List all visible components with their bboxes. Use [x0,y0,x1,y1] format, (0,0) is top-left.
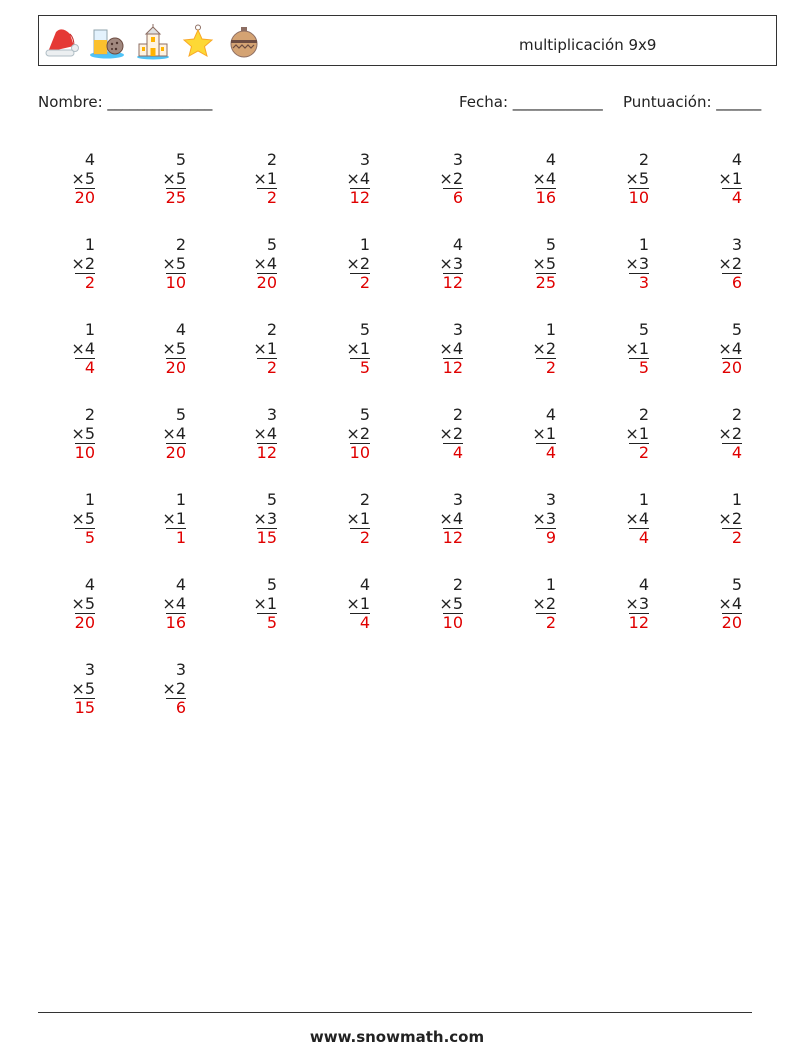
problem-answer: 10 [349,443,370,462]
problem-multiplicand: 4 [638,575,649,594]
problem-item [136,150,186,212]
problem-answer: 5 [638,358,649,377]
problem-item [45,320,95,382]
problem-answer: 2 [266,358,277,377]
problem-answer: 2 [545,358,556,377]
problem-multiplicand: 1 [84,320,95,339]
problem-multiplier: ×5 [71,594,95,613]
problem-multiplicand: 4 [359,575,370,594]
problem-multiplicand: 3 [452,490,463,509]
problem-answer: 4 [731,188,742,207]
santa-hat-icon [44,24,80,60]
problem-item [506,490,556,552]
problem-multiplier: ×5 [71,424,95,443]
problem-multiplier: ×5 [532,254,556,273]
problem-multiplicand: 4 [84,150,95,169]
problem-answer: 20 [74,613,95,632]
problem-multiplier: ×3 [532,509,556,528]
problem-item [413,235,463,297]
problem-item [506,150,556,212]
problem-answer: 20 [165,443,186,462]
problem-multiplicand: 4 [84,575,95,594]
problem-item [692,320,742,382]
problem-answer: 25 [535,273,556,292]
problem-item [413,575,463,637]
problem-multiplier: ×2 [346,424,370,443]
problem-item [45,575,95,637]
problem-item [136,405,186,467]
problem-multiplier: ×3 [253,509,277,528]
date-field: Fecha: ____________ [459,93,603,111]
problem-multiplier: ×1 [532,424,556,443]
problem-item [45,660,95,722]
problem-multiplier: ×5 [162,339,186,358]
problem-answer: 1 [175,528,186,547]
problem-answer: 20 [721,613,742,632]
problem-multiplicand: 2 [175,235,186,254]
problem-multiplier: ×2 [532,594,556,613]
problem-item [506,575,556,637]
problem-multiplier: ×2 [346,254,370,273]
problem-multiplier: ×1 [625,339,649,358]
problem-multiplicand: 5 [175,150,186,169]
problem-multiplier: ×2 [532,339,556,358]
problem-multiplicand: 5 [266,490,277,509]
problem-multiplicand: 1 [638,490,649,509]
problem-multiplicand: 3 [359,150,370,169]
problem-multiplier: ×4 [71,339,95,358]
problem-answer: 5 [84,528,95,547]
problem-multiplicand: 3 [266,405,277,424]
problem-item [45,150,95,212]
problem-item [413,405,463,467]
problem-multiplicand: 1 [545,575,556,594]
problem-multiplier: ×4 [625,509,649,528]
problem-answer: 4 [638,528,649,547]
problem-answer: 12 [442,528,463,547]
problem-multiplier: ×2 [71,254,95,273]
problem-multiplier: ×3 [625,594,649,613]
problem-answer: 4 [545,443,556,462]
problem-answer: 5 [266,613,277,632]
problem-multiplier: ×5 [71,509,95,528]
problem-item [692,575,742,637]
problem-answer: 6 [452,188,463,207]
problem-multiplier: ×4 [439,509,463,528]
problem-item [136,490,186,552]
problem-item [413,150,463,212]
problem-item [599,150,649,212]
problem-item [599,575,649,637]
problem-answer: 15 [74,698,95,717]
footer-site: www.snowmath.com [309,1028,485,1046]
problem-multiplicand: 4 [731,150,742,169]
problem-item [599,320,649,382]
problem-multiplier: ×2 [718,509,742,528]
problem-multiplier: ×4 [718,339,742,358]
problem-item [692,235,742,297]
problem-item [320,320,370,382]
problem-item [320,405,370,467]
problem-multiplier: ×4 [253,254,277,273]
problem-answer: 15 [256,528,277,547]
problem-item [320,235,370,297]
problem-multiplier: ×5 [625,169,649,188]
problem-multiplier: ×1 [253,169,277,188]
problem-answer: 9 [545,528,556,547]
problem-multiplier: ×4 [439,339,463,358]
star-ornament-icon [180,24,216,60]
problem-item [599,405,649,467]
problem-answer: 2 [638,443,649,462]
problem-answer: 20 [721,358,742,377]
problem-answer: 2 [731,528,742,547]
problem-item [320,490,370,552]
problem-answer: 6 [175,698,186,717]
problem-multiplicand: 1 [359,235,370,254]
problem-multiplier: ×5 [439,594,463,613]
problem-multiplicand: 2 [638,405,649,424]
problem-answer: 16 [535,188,556,207]
problem-item [320,575,370,637]
problem-answer: 20 [256,273,277,292]
problem-item [136,235,186,297]
problem-item [599,235,649,297]
problem-item [227,490,277,552]
problem-multiplier: ×4 [253,424,277,443]
problem-multiplier: ×4 [718,594,742,613]
problem-item [692,150,742,212]
problem-answer: 20 [165,358,186,377]
problem-item [692,405,742,467]
problem-multiplicand: 1 [638,235,649,254]
problem-multiplicand: 2 [266,320,277,339]
problem-multiplicand: 3 [731,235,742,254]
problem-multiplicand: 3 [452,150,463,169]
problem-multiplicand: 2 [731,405,742,424]
problem-item [45,490,95,552]
problem-answer: 12 [628,613,649,632]
problem-answer: 2 [84,273,95,292]
problem-answer: 12 [256,443,277,462]
problem-item [413,320,463,382]
name-field: Nombre: ______________ [38,93,213,111]
milk-and-cookie-icon [89,24,125,60]
problem-multiplicand: 5 [359,405,370,424]
problem-multiplier: ×1 [162,509,186,528]
problem-item [227,320,277,382]
problem-multiplier: ×1 [718,169,742,188]
problem-multiplier: ×3 [625,254,649,273]
problem-multiplicand: 5 [731,575,742,594]
problem-multiplier: ×4 [346,169,370,188]
problem-multiplier: ×1 [346,339,370,358]
problem-multiplier: ×1 [346,509,370,528]
problem-item [227,235,277,297]
score-field: Puntuación: ______ [623,93,762,111]
problem-item [227,575,277,637]
problem-answer: 10 [165,273,186,292]
problem-multiplicand: 4 [175,320,186,339]
problem-multiplier: ×1 [346,594,370,613]
problem-answer: 2 [266,188,277,207]
problem-multiplicand: 4 [452,235,463,254]
problem-answer: 2 [359,528,370,547]
problem-multiplicand: 5 [266,235,277,254]
problem-multiplicand: 2 [84,405,95,424]
problem-multiplicand: 5 [638,320,649,339]
problem-answer: 4 [359,613,370,632]
problem-answer: 3 [638,273,649,292]
problem-multiplier: ×2 [439,424,463,443]
problem-multiplicand: 5 [731,320,742,339]
header-box [38,15,777,66]
problem-item [136,320,186,382]
problem-answer: 4 [731,443,742,462]
problem-answer: 10 [74,443,95,462]
problem-item [506,405,556,467]
problem-multiplicand: 2 [452,405,463,424]
problem-answer: 4 [452,443,463,462]
problem-answer: 20 [74,188,95,207]
problem-multiplier: ×2 [718,424,742,443]
problem-multiplicand: 2 [452,575,463,594]
worksheet-title: multiplicación 9x9 [519,36,657,54]
problem-multiplier: ×4 [532,169,556,188]
problem-item [45,235,95,297]
problem-multiplier: ×1 [253,339,277,358]
problem-item [413,490,463,552]
problem-item [320,150,370,212]
problem-multiplier: ×3 [439,254,463,273]
problem-multiplier: ×4 [162,424,186,443]
problem-multiplicand: 5 [175,405,186,424]
problem-answer: 10 [442,613,463,632]
problem-answer: 25 [165,188,186,207]
problem-multiplicand: 1 [84,235,95,254]
problem-multiplier: ×1 [625,424,649,443]
problem-item [136,660,186,722]
problem-answer: 6 [731,273,742,292]
footer-divider [38,1012,752,1013]
church-icon [135,24,171,60]
problem-multiplier: ×2 [162,679,186,698]
problem-answer: 12 [349,188,370,207]
problem-multiplicand: 4 [545,405,556,424]
problem-answer: 12 [442,273,463,292]
problem-multiplicand: 4 [545,150,556,169]
bauble-ornament-icon [226,24,262,60]
problem-multiplier: ×2 [439,169,463,188]
problem-multiplicand: 1 [545,320,556,339]
problem-item [599,490,649,552]
problem-item [227,150,277,212]
problem-answer: 4 [84,358,95,377]
problem-multiplicand: 5 [545,235,556,254]
problem-multiplicand: 5 [359,320,370,339]
problem-multiplier: ×5 [162,169,186,188]
problem-item [227,405,277,467]
problem-multiplier: ×4 [162,594,186,613]
problem-answer: 12 [442,358,463,377]
problem-multiplier: ×2 [718,254,742,273]
problem-multiplicand: 2 [266,150,277,169]
problem-multiplicand: 3 [545,490,556,509]
problem-multiplicand: 3 [452,320,463,339]
problem-item [136,575,186,637]
problem-item [506,320,556,382]
problem-answer: 2 [359,273,370,292]
problem-multiplicand: 1 [731,490,742,509]
problem-multiplicand: 4 [175,575,186,594]
problem-answer: 10 [628,188,649,207]
problem-multiplicand: 2 [359,490,370,509]
problem-multiplier: ×5 [71,679,95,698]
problem-answer: 16 [165,613,186,632]
problem-answer: 5 [359,358,370,377]
problem-item [692,490,742,552]
problem-multiplicand: 1 [84,490,95,509]
problem-answer: 2 [545,613,556,632]
problem-multiplicand: 1 [175,490,186,509]
problem-item [45,405,95,467]
problem-item [506,235,556,297]
problem-multiplicand: 3 [84,660,95,679]
problem-multiplier: ×1 [253,594,277,613]
problem-multiplicand: 3 [175,660,186,679]
problem-multiplicand: 2 [638,150,649,169]
problem-multiplier: ×5 [162,254,186,273]
problem-multiplicand: 5 [266,575,277,594]
problem-multiplier: ×5 [71,169,95,188]
